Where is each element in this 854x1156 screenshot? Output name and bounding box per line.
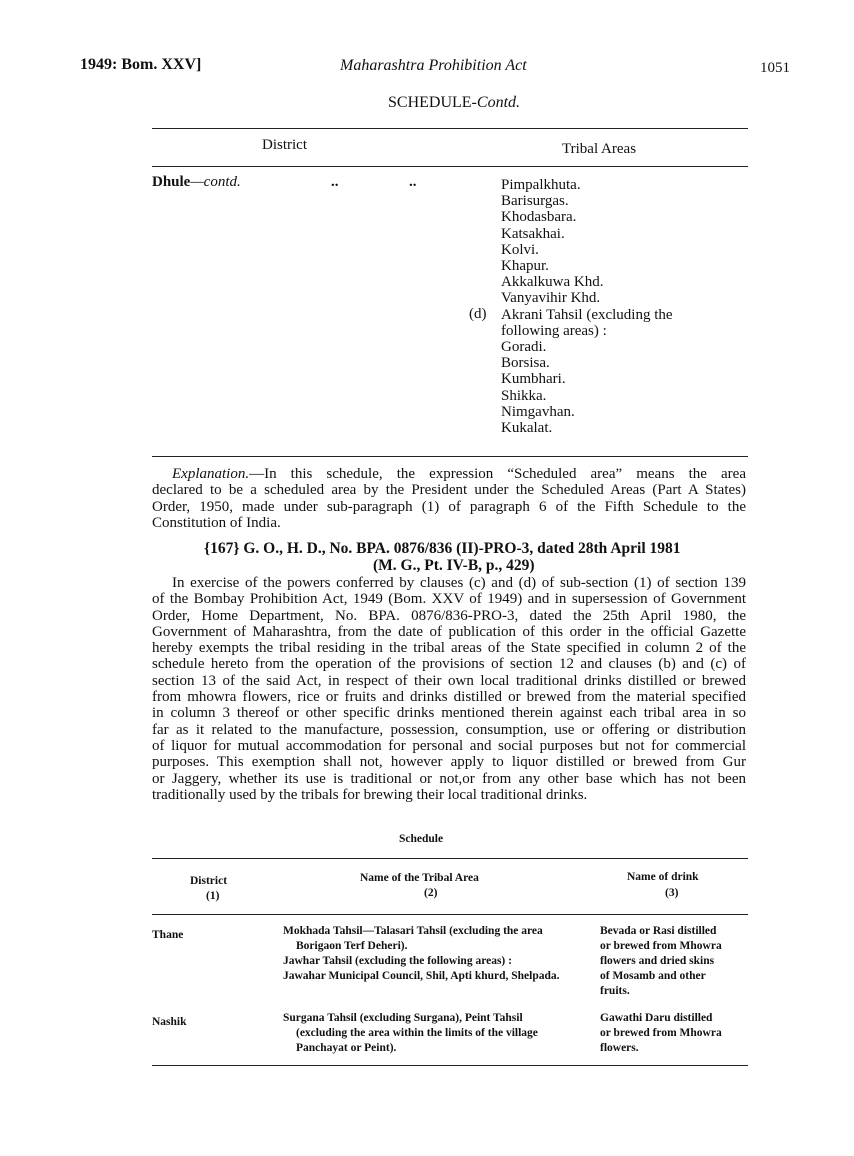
- body-line: Government of Maharashtra, from the date of publication of this order in the official Gazette: [152, 623, 746, 640]
- table1-header-rule: [152, 166, 748, 167]
- explanation-line: declared to be a scheduled area by the President under the Scheduled Areas (Part A States): [152, 482, 746, 499]
- body-line: of liquor for mutual accommodation for personal and social purposes but not for commercial: [152, 737, 746, 754]
- explanation-paragraph: [152, 466, 746, 531]
- col-tribal-areas-header: Tribal Areas: [562, 141, 637, 157]
- list-item: Katsakhai.: [501, 225, 565, 242]
- list-item: Akrani Tahsil (excluding the: [501, 306, 673, 323]
- body-line: or Jaggery, whether its use is traditional or not,or from any other base which has not been: [152, 770, 746, 787]
- order-heading: {167} G. O., H. D., No. BPA. 0876/836 (II)-PRO-3, dated 28th April 1981: [204, 540, 681, 557]
- area-line: (excluding the area within the limits of the village: [296, 1027, 538, 1039]
- schedule-title: [388, 94, 520, 112]
- explanation-line: [152, 466, 746, 482]
- list-item: Borsisa.: [501, 355, 550, 372]
- area-line: Borigaon Terf Deheri).: [296, 940, 408, 952]
- list-item: Kukalat.: [501, 420, 553, 437]
- body-line: In exercise of the powers conferred by clauses (c) and (d) of sub-section (1) of section 139: [172, 575, 746, 591]
- t2-row-district: Nashik: [152, 1016, 187, 1028]
- district-cell: [152, 174, 241, 191]
- explanation-lead: Explanation.: [172, 466, 250, 482]
- table2-top-rule: [152, 858, 748, 859]
- drink-line: fruits.: [600, 985, 630, 997]
- t2-col1-number: (1): [206, 890, 220, 902]
- order-body-paragraph: [152, 575, 746, 803]
- list-item: Pimpalkhuta.: [501, 177, 581, 193]
- drink-line: flowers.: [600, 1042, 639, 1054]
- page-number: 1051: [760, 60, 790, 76]
- list-item: Goradi.: [501, 339, 547, 356]
- drink-line: flowers and dried skins: [600, 955, 715, 967]
- explanation-line: Order, 1950, made under sub-paragraph (1) of paragraph 6 of the Fifth Schedule to the: [152, 498, 746, 515]
- list-item: Kolvi.: [501, 241, 539, 258]
- drink-line: of Mosamb and other: [600, 970, 706, 982]
- explanation-line: Constitution of India.: [152, 514, 281, 531]
- list-item: Khapur.: [501, 258, 549, 275]
- list-item: Nimgavhan.: [501, 403, 575, 420]
- area-line: Jawahar Municipal Council, Shil, Apti khurd, Shelpada.: [283, 970, 560, 982]
- list-item: Shikka.: [501, 387, 547, 404]
- explanation-text: —In this schedule, the expression “Scheduled area” means the area: [249, 466, 746, 482]
- t2-row-drink: [600, 924, 722, 999]
- list-item: Khodasbara.: [501, 209, 577, 226]
- list-item: Kumbhari.: [501, 371, 566, 388]
- running-header-left: 1949: Bom. XXV]: [80, 56, 202, 73]
- district-name: Dhule: [152, 174, 191, 190]
- area-line: Surgana Tahsil (excluding Surgana), Peint Tahsil: [283, 1012, 523, 1024]
- schedule-title-contd: Contd.: [476, 94, 521, 111]
- table1-bottom-rule: [152, 456, 748, 457]
- clause-marker-d: (d): [469, 306, 487, 322]
- body-line: section 13 of the said Act, in respect of their own local traditional drinks distilled or brewed: [152, 672, 746, 689]
- tribal-areas-list: [501, 177, 673, 436]
- body-line: of the Bombay Prohibition Act, 1949 (Bom. XXV of 1949) and in supersession of Government: [152, 591, 746, 608]
- drink-line: Gawathi Daru distilled: [600, 1012, 713, 1024]
- area-line: Mokhada Tahsil—Talasari Tahsil (excluding the area: [283, 925, 543, 937]
- leader-dots-1: ..: [331, 174, 339, 190]
- drink-line: Bevada or Rasi distilled: [600, 925, 717, 937]
- list-item: following areas) :: [501, 322, 607, 339]
- body-line: purposes. This exemption shall not, however apply to liquor distilled or brewed from Gur: [152, 754, 746, 771]
- body-line: schedule hereto from the operation of the provisions of section 12 and clauses (b) and (c) of: [152, 656, 746, 673]
- body-line: Order, Home Department, No. BPA. 0876/836-PRO-3, dated the 25th April 1980, the: [152, 607, 746, 624]
- col-district-header: District: [262, 137, 307, 153]
- list-item: Vanyavihir Khd.: [501, 290, 601, 307]
- schedule2-title: Schedule: [399, 833, 444, 845]
- drink-line: or brewed from Mhowra: [600, 1027, 722, 1039]
- t2-row-area: [283, 1011, 538, 1056]
- t2-col2-number: (2): [424, 887, 438, 899]
- t2-row-district: Thane: [152, 929, 184, 941]
- body-line: hereby exempts the tribal residing in the tribal areas of the State specified in column 2 of the: [152, 640, 746, 657]
- table2-bottom-rule: [152, 1065, 748, 1066]
- district-contd: —contd.: [190, 174, 241, 190]
- table2-header-rule: [152, 914, 748, 915]
- list-item: Akkalkuwa Khd.: [501, 274, 604, 291]
- body-line: far as it related to the manufacture, possession, consumption, use or offering or distribution: [152, 721, 746, 738]
- area-line: Panchayat or Peint).: [296, 1042, 397, 1054]
- table1-top-rule: [152, 128, 748, 129]
- running-header-title: Maharashtra Prohibition Act: [340, 57, 527, 74]
- t2-col3-number: (3): [665, 887, 679, 899]
- t2-col1-header: District: [190, 875, 228, 887]
- area-line: Jawhar Tahsil (excluding the following areas) :: [283, 955, 512, 967]
- body-line: traditionally used by the tribals for brewing their local traditional drinks.: [152, 786, 588, 803]
- t2-row-area: [283, 924, 560, 984]
- t2-row-drink: [600, 1011, 722, 1056]
- drink-line: or brewed from Mhowra: [600, 940, 722, 952]
- leader-dots-2: ..: [409, 174, 417, 190]
- body-line: in column 3 thereof or other specific drinks mentioned therein against each tribal area in so: [152, 705, 746, 722]
- body-line: from mhowra flowers, rice or fruits and drinks distilled or brewed from the material specified: [152, 689, 746, 706]
- t2-col3-header: Name of drink: [627, 871, 699, 883]
- order-citation: (M. G., Pt. IV-B, p., 429): [373, 557, 535, 574]
- list-item: Barisurgas.: [501, 193, 569, 210]
- t2-col2-header: Name of the Tribal Area: [360, 872, 479, 884]
- schedule-title-text: SCHEDULE-: [388, 94, 477, 111]
